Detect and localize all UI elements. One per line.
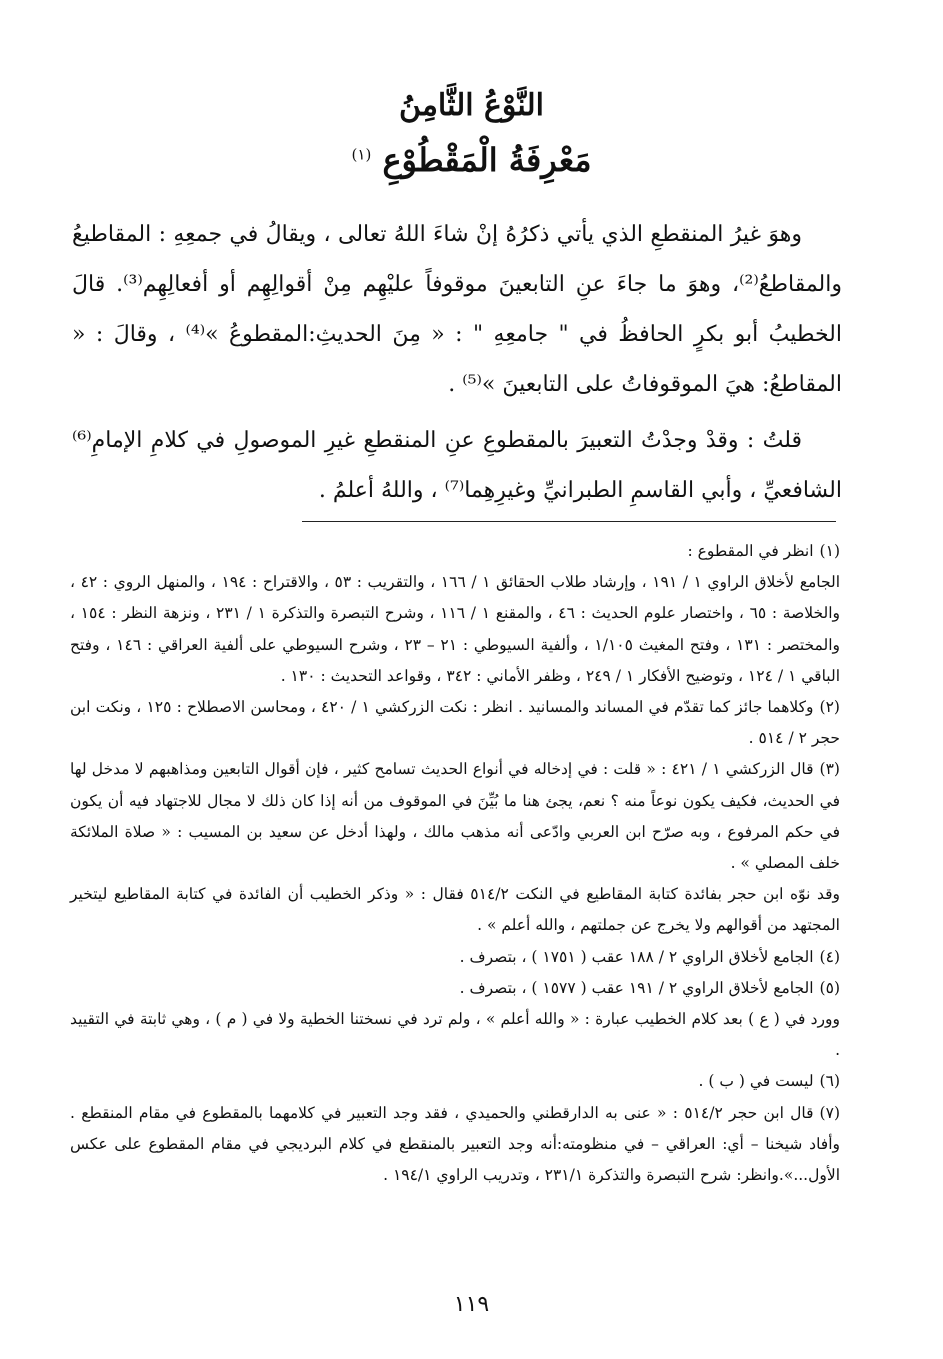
footnote-4 xyxy=(70,942,840,973)
chapter-title: النَّوْعُ الثَّامِنُ xyxy=(399,88,544,123)
main-text xyxy=(72,210,842,516)
footnote-6 xyxy=(70,1066,840,1097)
chapter-subtitle xyxy=(0,140,943,182)
footnote-text: وقد نوّه ابن حجر بفائدة كتابة المقاطيع في النكت ٥١٤/٢ فقال : « وذكر الخطيب أن الفائدة في كتابة المقاطيع ليتخير المجتهد من أقوالهم ولا يخرج عن جملتهم ، والله أعلم » . xyxy=(70,885,840,935)
footnote-text: قال ابن حجر ٥١٤/٢ : « عنى به الدارقطني والحميدي ، فقد وجد التعبير في كلامهما بالمقطوع في مقام المنقطع . وأفاد شيخنا – أي: العراقي – في منظومته:أنه وجد التعبير بالمنقطع في كلام البرديجي في مقام المقطوع على عكس الأول...».وانظر: شرح التبصرة والتذكرة ٢٣١/١ ، وتدريب الراوي ١٩٤/١ . xyxy=(70,1103,840,1185)
body-paragraph-1: وهوَ غيرُ المنقطعِ الذي يأتي ذكرُهُ إنْ شاءَ اللهُ تعالى ، ويقالُ في جمعِهِ : المقاطيعُ والمقاطعُ⁽²⁾، وهوَ ما جاءَ عنِ التابعينَ موقوفاً عليْهِم مِنْ أقوالِهِم أو أفعالِهِم⁽³⁾. قالَ الخطيبُ أبو بكرٍ الحافظُ في " جامعِهِ " : « مِنَ الحديثِ:المقطوعُ »⁽⁴⁾ ، وقالَ : « المقاطعُ: هيَ الموقوفاتُ على التابعينَ »⁽⁵⁾ . xyxy=(72,222,842,397)
footnote-7 xyxy=(70,1098,840,1192)
footnote-2 xyxy=(70,692,840,754)
footnote-label: (٦) xyxy=(819,1072,840,1091)
footnote-label: (٤) xyxy=(819,947,840,966)
footnote-separator xyxy=(302,521,836,522)
footnote-3 xyxy=(70,754,840,941)
footnote-1 xyxy=(70,536,840,692)
footnote-text: الجامع لأخلاق الراوي ١ / ١٩١ ، وإرشاد طلاب الحقائق ١ / ١٦٦ ، والتقريب : ٥٣ ، والاقتراح : ١٩٤ ، والمنهل الروي : ٤٢ ، والخلاصة : ٦٥ ، واختصار علوم الحديث : ٤٦ ، والمقنع ١ / ١١٦ ، وشرح التبصرة والتذكرة ١ / ٢٣١ ، ونزهة النظر : ١٥٤ ، والمختصر : ١٣١ ، وفتح المغيث ١/١٠٥ ، وألفية السيوطي : ٢١ – ٢٣ ، وشرح السيوطي على ألفية العراقي : ١٤٦ ، وفتح الباقي ١ / ١٢٤ ، وتوضيح الأفكار ١ / ٢٤٩ ، وظفر الأماني : ٣٤٢ ، وقواعد التحديث : ١٣٠ . xyxy=(70,573,841,685)
body-paragraph-2: قلتُ : وقدْ وجدْتُ التعبيرَ بالمقطوعِ عنِ المنقطعِ غيرِ الموصولِ في كلامِ الإمامِ⁽⁶⁾ الشافعيِّ ، وأبي القاسمِ الطبرانيِّ وغيرِهِما⁽⁷⁾ ، واللهُ أعلمُ . xyxy=(72,428,842,503)
chapter-heading xyxy=(0,88,943,182)
footnote-text: انظر في المقطوع : xyxy=(687,542,814,560)
footnote-text: ليست في ( ب ) . xyxy=(698,1072,814,1091)
footnote-label: (٢) xyxy=(819,698,840,717)
footnote-text: وورد في ( ع ) بعد كلام الخطيب عبارة : « والله أعلم » ، ولم ترد في نسختنا الخطية ولا في ( م ) ، وهي ثابتة في التقييد . xyxy=(70,1010,840,1060)
footnote-label: (٣) xyxy=(819,760,840,779)
page-number: ١١٩ xyxy=(453,1292,490,1317)
footnote-text: وكلاهما جائز كما تقدّم في المساند والمسانيد . انظر : نكت الزركشي ١ / ٤٢٠ ، ومحاسن الاصطلاح : ١٢٥ ، ونكت ابن حجر ٢ / ٥١٤ . xyxy=(70,698,840,748)
footnote-text: الجامع لأخلاق الراوي ٢ / ١٨٨ عقب ( ١٧٥١ ) ، بتصرف . xyxy=(459,947,814,966)
footnote-text: الجامع لأخلاق الراوي ٢ / ١٩١ عقب ( ١٥٧٧ ) ، بتصرف . xyxy=(459,978,814,997)
subtitle-text: مَعْرِفَةُ الْمَقْطُوْعِ xyxy=(382,141,592,179)
subtitle-footnote-ref: (١) xyxy=(351,145,372,164)
footnote-5 xyxy=(70,973,840,1067)
footnote-label: (١) xyxy=(819,542,840,560)
footnote-text: قال الزركشي ١ / ٤٢١ : « قلت : في إدخاله في أنواع الحديث تسامح كثير ، فإن أقوال التابعين ومذاهبهم لا مدخل لها في الحديث، فكيف يكون نوعاً منه ؟ نعم، يجئ هنا ما بُيِّنَ في الموقوف من أنه إذا كان ذلك لا مجال للاجتهاد فيه أن يكون في حكم المرفوع ، وبه صرّح ابن العربي وادّعى أنه مذهب مالك ، ولهذا أدخل عن سعيد بن المسيب : « صلاة الملائكة خلف المصلي » . xyxy=(70,760,840,873)
footnote-label: (٥) xyxy=(819,978,840,997)
footnotes-section xyxy=(70,536,840,1191)
footnote-label: (٧) xyxy=(819,1103,840,1122)
